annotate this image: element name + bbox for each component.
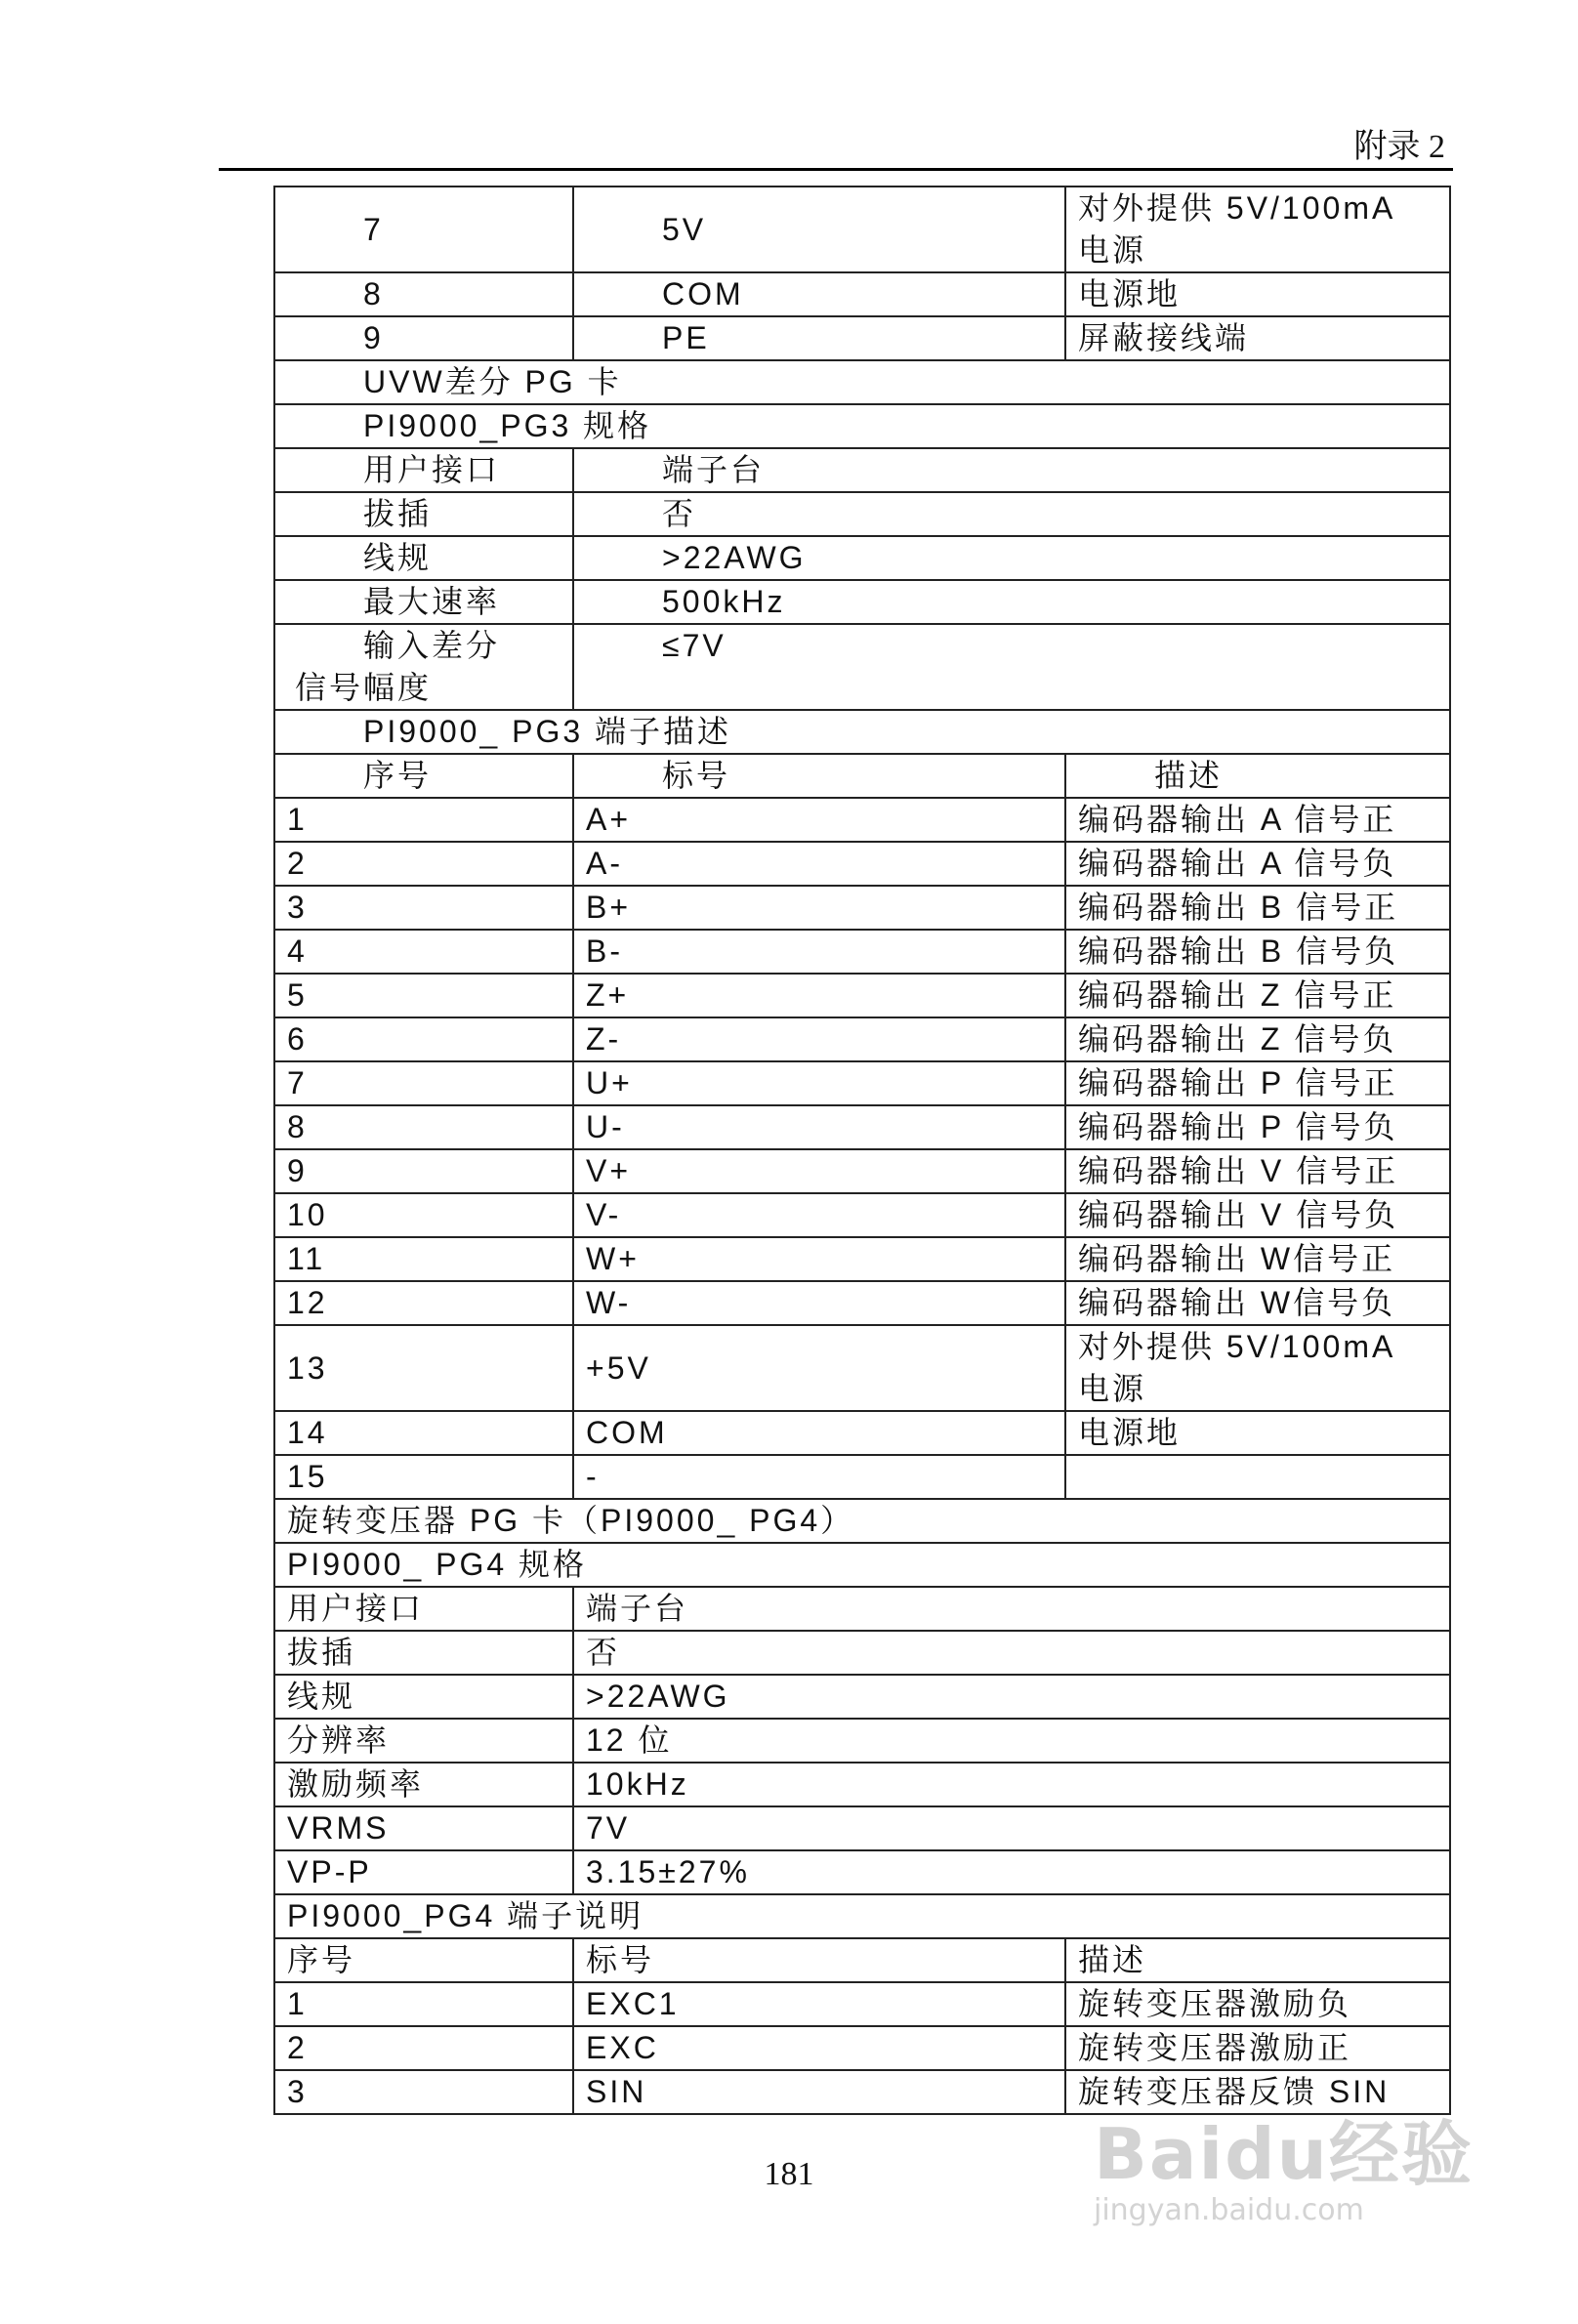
row-desc: 旋转变压器激励负	[1065, 1982, 1450, 2026]
row-mark: COM	[573, 1411, 1065, 1455]
spec-key: VRMS	[274, 1806, 573, 1850]
spec-key: 线规	[274, 536, 573, 580]
row-mark: U-	[573, 1105, 1065, 1149]
spec-key: 用户接口	[274, 448, 573, 492]
head-desc: 描述	[1065, 754, 1450, 798]
row-no: 9	[274, 316, 573, 360]
head-no: 序号	[274, 754, 573, 798]
row-no: 7	[274, 187, 573, 272]
spec-key: 最大速率	[274, 580, 573, 624]
row-mark: Z+	[573, 974, 1065, 1017]
spec-table	[273, 186, 1451, 2115]
row-no: 14	[274, 1411, 573, 1455]
row-desc: 旋转变压器激励正	[1065, 2026, 1450, 2070]
row-no: 8	[274, 272, 573, 316]
table-row	[274, 798, 1450, 842]
row-mark: -	[573, 1455, 1065, 1499]
terminal-title: PI9000_PG4 端子说明	[274, 1894, 1450, 1938]
section-title: 旋转变压器 PG 卡（PI9000_ PG4）	[274, 1499, 1450, 1543]
head-mark: 标号	[573, 1938, 1065, 1982]
spec-value: ≤7V	[573, 624, 1450, 710]
row-desc: 编码器输出 W信号正	[1065, 1237, 1450, 1281]
table-row	[274, 886, 1450, 930]
row-mark: A-	[573, 842, 1065, 886]
spec-row	[274, 580, 1450, 624]
spec-key-line1: 输入差分	[363, 628, 501, 663]
row-mark: EXC	[573, 2026, 1065, 2070]
row-no: 2	[274, 2026, 573, 2070]
table-head-row	[274, 1938, 1450, 1982]
row-no: 4	[274, 930, 573, 974]
table-row	[274, 1982, 1450, 2026]
row-desc	[1065, 1455, 1450, 1499]
spec-key: VP-P	[274, 1850, 573, 1894]
table-row	[274, 1411, 1450, 1455]
row-desc: 旋转变压器反馈 SIN	[1065, 2070, 1450, 2114]
row-no: 15	[274, 1455, 573, 1499]
table-row	[274, 1455, 1450, 1499]
row-desc: 对外提供 5V/100mA 电源	[1065, 187, 1450, 272]
page-number: 181	[764, 2156, 814, 2192]
row-desc: 编码器输出 P 信号负	[1065, 1105, 1450, 1149]
spec-key: 拔插	[274, 1631, 573, 1675]
row-desc: 电源地	[1065, 1411, 1450, 1455]
row-desc: 编码器输出 B 信号负	[1065, 930, 1450, 974]
section-title-row	[274, 360, 1450, 404]
row-mark: SIN	[573, 2070, 1065, 2114]
row-desc: 编码器输出 A 信号正	[1065, 798, 1450, 842]
head-mark: 标号	[573, 754, 1065, 798]
row-no: 3	[274, 2070, 573, 2114]
table-row	[274, 930, 1450, 974]
row-desc: 屏蔽接线端	[1065, 316, 1450, 360]
row-mark: W-	[573, 1281, 1065, 1325]
spec-row	[274, 1631, 1450, 1675]
row-no: 1	[274, 1982, 573, 2026]
spec-value: 否	[573, 492, 1450, 536]
spec-key	[274, 624, 573, 710]
watermark	[1094, 2097, 1484, 2234]
row-no: 2	[274, 842, 573, 886]
spec-key: 线规	[274, 1675, 573, 1719]
spec-row	[274, 1850, 1450, 1894]
row-mark: EXC1	[573, 1982, 1065, 2026]
spec-value: 12 位	[573, 1719, 1450, 1763]
table-row	[274, 1281, 1450, 1325]
spec-row	[274, 536, 1450, 580]
terminal-title: PI9000_ PG3 端子描述	[274, 710, 1450, 754]
spec-value: >22AWG	[573, 536, 1450, 580]
spec-row	[274, 1675, 1450, 1719]
spec-value: 10kHz	[573, 1763, 1450, 1806]
row-no: 3	[274, 886, 573, 930]
row-no: 1	[274, 798, 573, 842]
row-no: 11	[274, 1237, 573, 1281]
spec-value: >22AWG	[573, 1675, 1450, 1719]
table-row	[274, 2026, 1450, 2070]
row-desc: 编码器输出 V 信号正	[1065, 1149, 1450, 1193]
row-no: 8	[274, 1105, 573, 1149]
spec-row	[274, 1587, 1450, 1631]
section-title-row	[274, 404, 1450, 448]
row-desc: 编码器输出 V 信号负	[1065, 1193, 1450, 1237]
row-mark: U+	[573, 1061, 1065, 1105]
section-title-row	[274, 1499, 1450, 1543]
row-no: 5	[274, 974, 573, 1017]
row-desc: 编码器输出 A 信号负	[1065, 842, 1450, 886]
spec-value: 端子台	[573, 1587, 1450, 1631]
table-row	[274, 1149, 1450, 1193]
row-mark: B+	[573, 886, 1065, 930]
spec-value: 500kHz	[573, 580, 1450, 624]
spec-row	[274, 492, 1450, 536]
row-desc: 电源地	[1065, 272, 1450, 316]
row-mark: 5V	[573, 187, 1065, 272]
row-no: 10	[274, 1193, 573, 1237]
table-row	[274, 272, 1450, 316]
spec-title: PI9000_ PG4 规格	[274, 1543, 1450, 1587]
section-title-row	[274, 1894, 1450, 1938]
spec-row	[274, 448, 1450, 492]
page-header	[219, 115, 1453, 171]
row-mark: Z-	[573, 1017, 1065, 1061]
row-mark: COM	[573, 272, 1065, 316]
spec-key: 用户接口	[274, 1587, 573, 1631]
row-no: 12	[274, 1281, 573, 1325]
section-title-row	[274, 1543, 1450, 1587]
spec-key: 分辨率	[274, 1719, 573, 1763]
row-mark: A+	[573, 798, 1065, 842]
spec-row	[274, 1719, 1450, 1763]
table-row	[274, 316, 1450, 360]
section-title-row	[274, 710, 1450, 754]
table-row	[274, 974, 1450, 1017]
head-desc: 描述	[1065, 1938, 1450, 1982]
table-row	[274, 842, 1450, 886]
row-desc: 对外提供 5V/100mA 电源	[1065, 1325, 1450, 1411]
table-row	[274, 1325, 1450, 1411]
spec-value: 端子台	[573, 448, 1450, 492]
row-mark: V-	[573, 1193, 1065, 1237]
row-desc: 编码器输出 Z 信号负	[1065, 1017, 1450, 1061]
table-head-row	[274, 754, 1450, 798]
spec-value: 否	[573, 1631, 1450, 1675]
row-mark: +5V	[573, 1325, 1065, 1411]
table-row	[274, 187, 1450, 272]
row-desc: 编码器输出 W信号负	[1065, 1281, 1450, 1325]
watermark-logo: Baidu经验	[1094, 2113, 1474, 2195]
table-row	[274, 1237, 1450, 1281]
row-desc: 编码器输出 Z 信号正	[1065, 974, 1450, 1017]
row-mark: V+	[573, 1149, 1065, 1193]
row-desc: 编码器输出 B 信号正	[1065, 886, 1450, 930]
section-title: UVW差分 PG 卡	[274, 360, 1450, 404]
spec-row	[274, 1806, 1450, 1850]
spec-value: 3.15±27%	[573, 1850, 1450, 1894]
table-row	[274, 1193, 1450, 1237]
row-mark: PE	[573, 316, 1065, 360]
spec-key: 激励频率	[274, 1763, 573, 1806]
head-no: 序号	[274, 1938, 573, 1982]
spec-row	[274, 1763, 1450, 1806]
row-no: 7	[274, 1061, 573, 1105]
spec-key-line2: 信号幅度	[295, 670, 433, 705]
row-mark: W+	[573, 1237, 1065, 1281]
spec-row	[274, 624, 1450, 710]
table-row	[274, 1061, 1450, 1105]
row-no: 6	[274, 1017, 573, 1061]
header-text: 附录 2	[1353, 129, 1445, 165]
spec-key: 拔插	[274, 492, 573, 536]
table-row	[274, 1105, 1450, 1149]
watermark-url: jingyan.baidu.com	[1094, 2193, 1364, 2227]
row-mark: B-	[573, 930, 1065, 974]
row-desc: 编码器输出 P 信号正	[1065, 1061, 1450, 1105]
spec-value: 7V	[573, 1806, 1450, 1850]
row-no: 9	[274, 1149, 573, 1193]
row-no: 13	[274, 1325, 573, 1411]
table-row	[274, 1017, 1450, 1061]
spec-title: PI9000_PG3 规格	[274, 404, 1450, 448]
